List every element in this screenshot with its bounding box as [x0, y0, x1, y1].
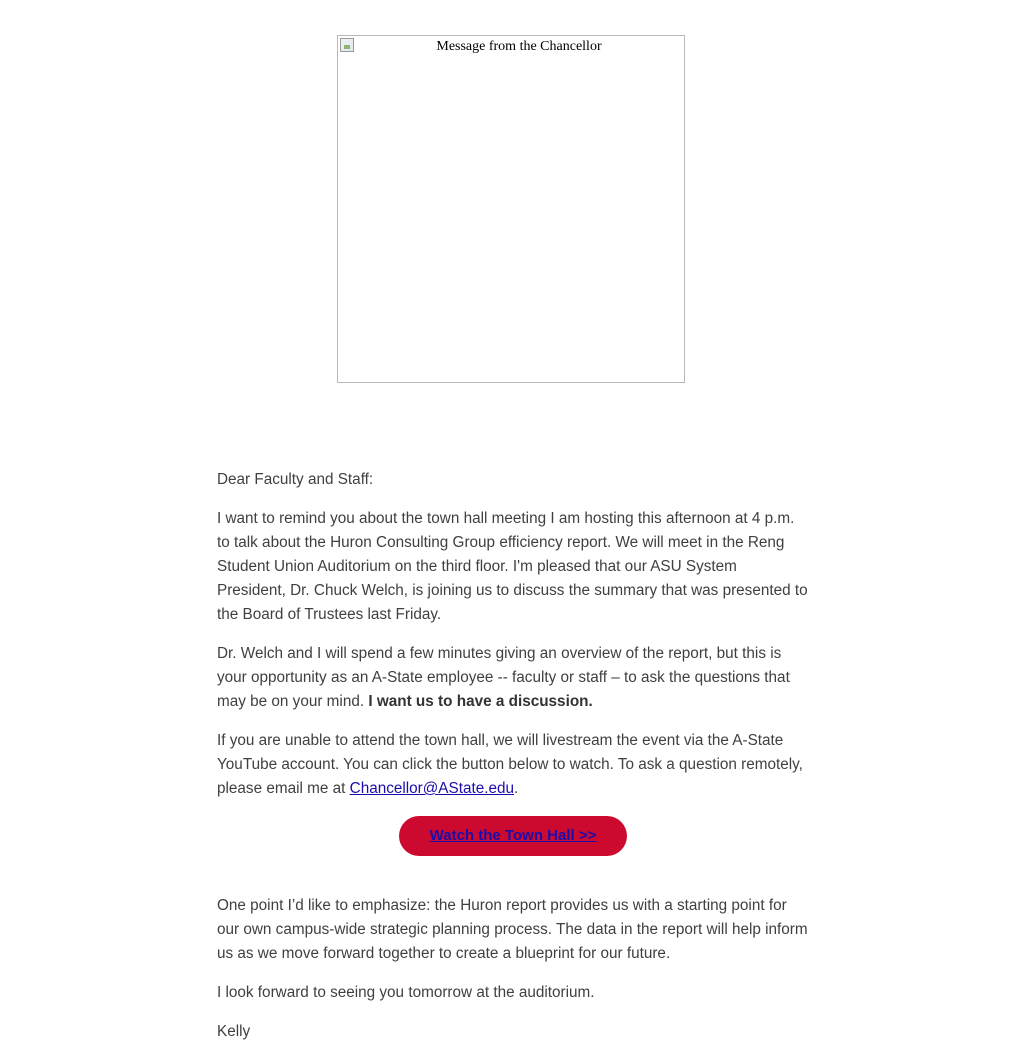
image-alt-text: Message from the Chancellor [436, 39, 602, 54]
discussion-emphasis: I want us to have a discussion. [368, 693, 593, 710]
chancellor-email-link[interactable]: Chancellor@AState.edu [349, 780, 514, 797]
paragraph-overview-text: Dr. Welch and I will spend a few minutes giving an overview of the report, but this is your opportunity as an A-State employee -- faculty or staff – to ask the questions that may be on your mind. [217, 645, 790, 710]
paragraph-town-hall-reminder: I want to remind you about the town hall meeting I am hosting this afternoon at 4 p.m. to talk about the Huron Consulting Group efficiency report. We will meet in the Reng Student Union Auditorium on the third floor. I'm pleased that our ASU System President, Dr. Chuck Welch, is joining us to discuss the summary that was presented to the Board of Trustees last Friday. [217, 510, 808, 623]
button-container [217, 816, 809, 856]
greeting: Dear Faculty and Staff: [217, 471, 374, 488]
paragraph-emphasis: One point I’d like to emphasize: the Huron report provides us with a starting point for our own campus-wide strategic planning process. The data in the report will help inform us as we move forward together to create a blueprint for our future. [217, 897, 808, 962]
paragraph-livestream-end: . [514, 780, 519, 797]
signature: Kelly [217, 1023, 251, 1040]
chancellor-header-image [337, 35, 685, 383]
watch-town-hall-button[interactable]: Watch the Town Hall >> [399, 816, 628, 856]
paragraph-livestream-text: If you are unable to attend the town hall, we will livestream the event via the A-State YouTube account. You can click the button below to watch. To ask a question remotely, please email me at [217, 732, 803, 797]
letter-body [217, 468, 809, 1059]
paragraph-overview [217, 642, 809, 714]
paragraph-livestream [217, 729, 809, 801]
paragraph-closing: I look forward to seeing you tomorrow at the auditorium. [217, 984, 595, 1001]
